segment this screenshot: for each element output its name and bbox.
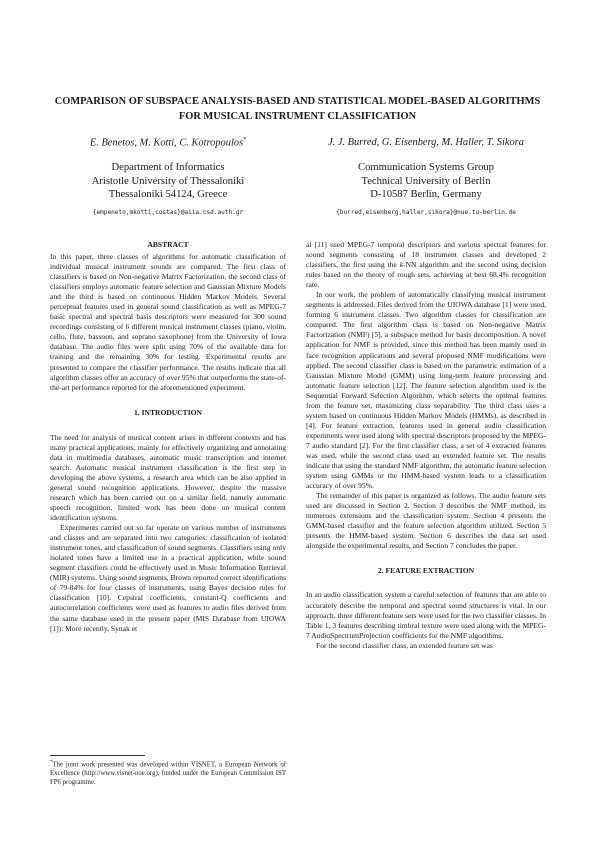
- affiliation-right: [306, 161, 546, 202]
- footnote-mark: *: [50, 760, 53, 765]
- footnote: [50, 758, 286, 787]
- text-span: -NN algorithm and the second using decision rules based on the theory of rough sets, achieving at best 68.4% recognition rate.: [306, 260, 547, 290]
- affil-line: Communication Systems Group: [358, 162, 494, 173]
- affil-line: Technical University of Berlin: [361, 175, 491, 187]
- authors-right: J. J. Burred, G. Eisenberg, M. Haller, T. Sikora: [328, 137, 524, 148]
- intro-heading: 1. INTRODUCTION: [134, 407, 202, 417]
- right-paragraph-2: In our work, the problem of automatically classifying musical instrument segments is addressed. Files derived from the UIOWA database [1] were used, forming 6 instrument classes. Two algorithm classes for classification are compared. The first algorithm class is based on Non-negative Matrix Factorization (NMF) [5], a subspace method for basis decomposition. A novel application for NMF is provided, since this method has been mainly used in face recognition applications and several proposed NMF modifications were applied. The second classifier class is based on the parametric estimation of a Gaussian Mixture Model (GMM) using long-term feature processing and automatic feature selection [12]. The feature selection algorithm used is the Sequential Forward Selection Algorithm, which selects the optimal features from the feature set, maximizing class separability. The third class uses a system based on continuous Hidden Markov Models (HMMs), as described in [4]. For feature extraction, features used in general audio classification experiments were used along with spectral descriptors proposed by the MPEG-7 audio standard [2]. For the first classifier class, a set of 4 extracted features was used, while the second class used an extended feature set. The results indicate that using the standard NMF algorithm, the automatic feature selection system using GMMs or the HMM-based system leads to a classification accuracy of over 95%.: [306, 290, 546, 491]
- affil-line: Thessaloniki 54124, Greece: [108, 189, 228, 200]
- feature-heading: 2. FEATURE EXTRACTION: [377, 566, 475, 576]
- text-span: k: [399, 260, 404, 270]
- affil-line: D-10587 Berlin, Germany: [370, 189, 482, 200]
- footnote-text: The joint work presented was developed within VISNET, a European Network of Excellence (http://www.visnet-noe.org), funded under the European Commission IST FP6 programme.: [50, 761, 286, 787]
- email-right: {burred,eisenberg,haller,sikora}@nue.tu-berlin.de: [336, 209, 516, 216]
- author-footnote-mark: *: [243, 137, 247, 143]
- affiliation-left: [50, 161, 286, 202]
- right-paragraph-3: The remainder of this paper is organized as follows. The audio feature sets used are discussed in Section 2. Section 3 describes the NMF method, its numerous extensions and the classification system. Section 4 presents the GMM-based classifier and the feature selection algorithm utilized. Section 5 presents the HMM-based system. Section 6 describes the data set used alongside the experimental results, and Section 7 concludes the paper.: [306, 491, 546, 551]
- right-paragraph-1: [306, 240, 546, 290]
- intro-paragraph-2: Experiments carried out so far operate on various number of instruments and classes and are separated into two categories: classification of isolated instrument tones, and classification of sound segments. Classifiers using only isolated tones have a limited use in a practical application, while sound segment classifiers could be effectively used in Music Information Retrieval (MIR) systems. Using sound segments, Brown reported correct identifications of 79-84% for four classes of instruments, using Bayes decision rules for classification [10]. Cepstral coefficients, constant-Q coefficients and autocorrelation coefficients were used as features to audio files derived from the same database used in the present paper (MIS Database from UIOWA [1]). More recently, Synak et: [50, 523, 287, 633]
- intro-paragraph-1: The need for analysis of musical content arises in different contexts and has many practical applications, mainly for effectively organizing and annotating data in multimedia databases, automatic music transcription and internet search. Automatic musical instrument classification is the first step in developing the above systems, a research area which can be also applied in general sound recognition applications. However, despite the massive research which has been carried out on a similar field, namely automatic speech recognition, limited work has been done on musical content identification systems.: [50, 432, 286, 523]
- feature-paragraph-1: In an audio classification system a careful selection of features that are able to accurately describe the temporal and spectral sound structures is vital. In our approach, three different feature sets were used for the two classifier classes. In Table 1, 3 features describing timbral texture were used along with the MPEG-7 AudioSpectrumProjection coefficients for the NMF algorithms.: [306, 590, 546, 640]
- affil-line: Department of Informatics: [111, 162, 225, 173]
- authors-left-names: E. Benetos, M. Kotti, C. Kotropoulos: [89, 137, 244, 149]
- abstract-heading: ABSTRACT: [147, 240, 189, 249]
- paper-title: COMPARISON OF SUBSPACE ANALYSIS-BASED AND STATISTICAL MODEL-BASED ALGORITHMS FOR MUSICAL INSTRUMENT CLASSIFICATION: [54, 96, 541, 122]
- footnote-rule: [50, 755, 145, 756]
- text-span: al [11] used MPEG-7 temporal descriptors and various spectral features for sound segments consisting of 18 instrument classes and developed 2 classifiers, the first using the: [306, 240, 546, 270]
- abstract-text: In this paper, three classes of algorithms for automatic classification of individual musical instrument sounds are compared. The first class of classifiers is based on Non-negative Matrix Factorization, the second class of classifiers employs automatic feature selection and Gaussian Mixture Models and the third is based on continuous Hidden Markov Models. Several perceptual features used in general sound classification as well as MPEG-7 basic spectral and spectral basis descriptors were measured for 300 sound recordings consisting of 6 different musical instrument classes (piano, violin, cello, flute, bassoon, and soprano saxophone) from the University of Iowa database. The audio files were split using 70% of the available data for training and the remaining 30% for testing. Experimental results are presented to compare the classifier performance. The results indicate that all algorithm classes offer an accuracy of over 95% that outperforms the state-of-the-art performance reported for the aforementioned experiment.: [50, 252, 286, 392]
- right-column: [306, 240, 546, 651]
- authors-left: [50, 137, 286, 148]
- feature-paragraph-2: For the second classifier class, an extended feature set was: [316, 640, 493, 650]
- affil-line: Aristotle University of Thessaloniki: [91, 175, 245, 187]
- left-column: [50, 240, 286, 634]
- email-left: {empeneto,mkotti,costas}@aiia.csd.auth.gr: [92, 209, 244, 216]
